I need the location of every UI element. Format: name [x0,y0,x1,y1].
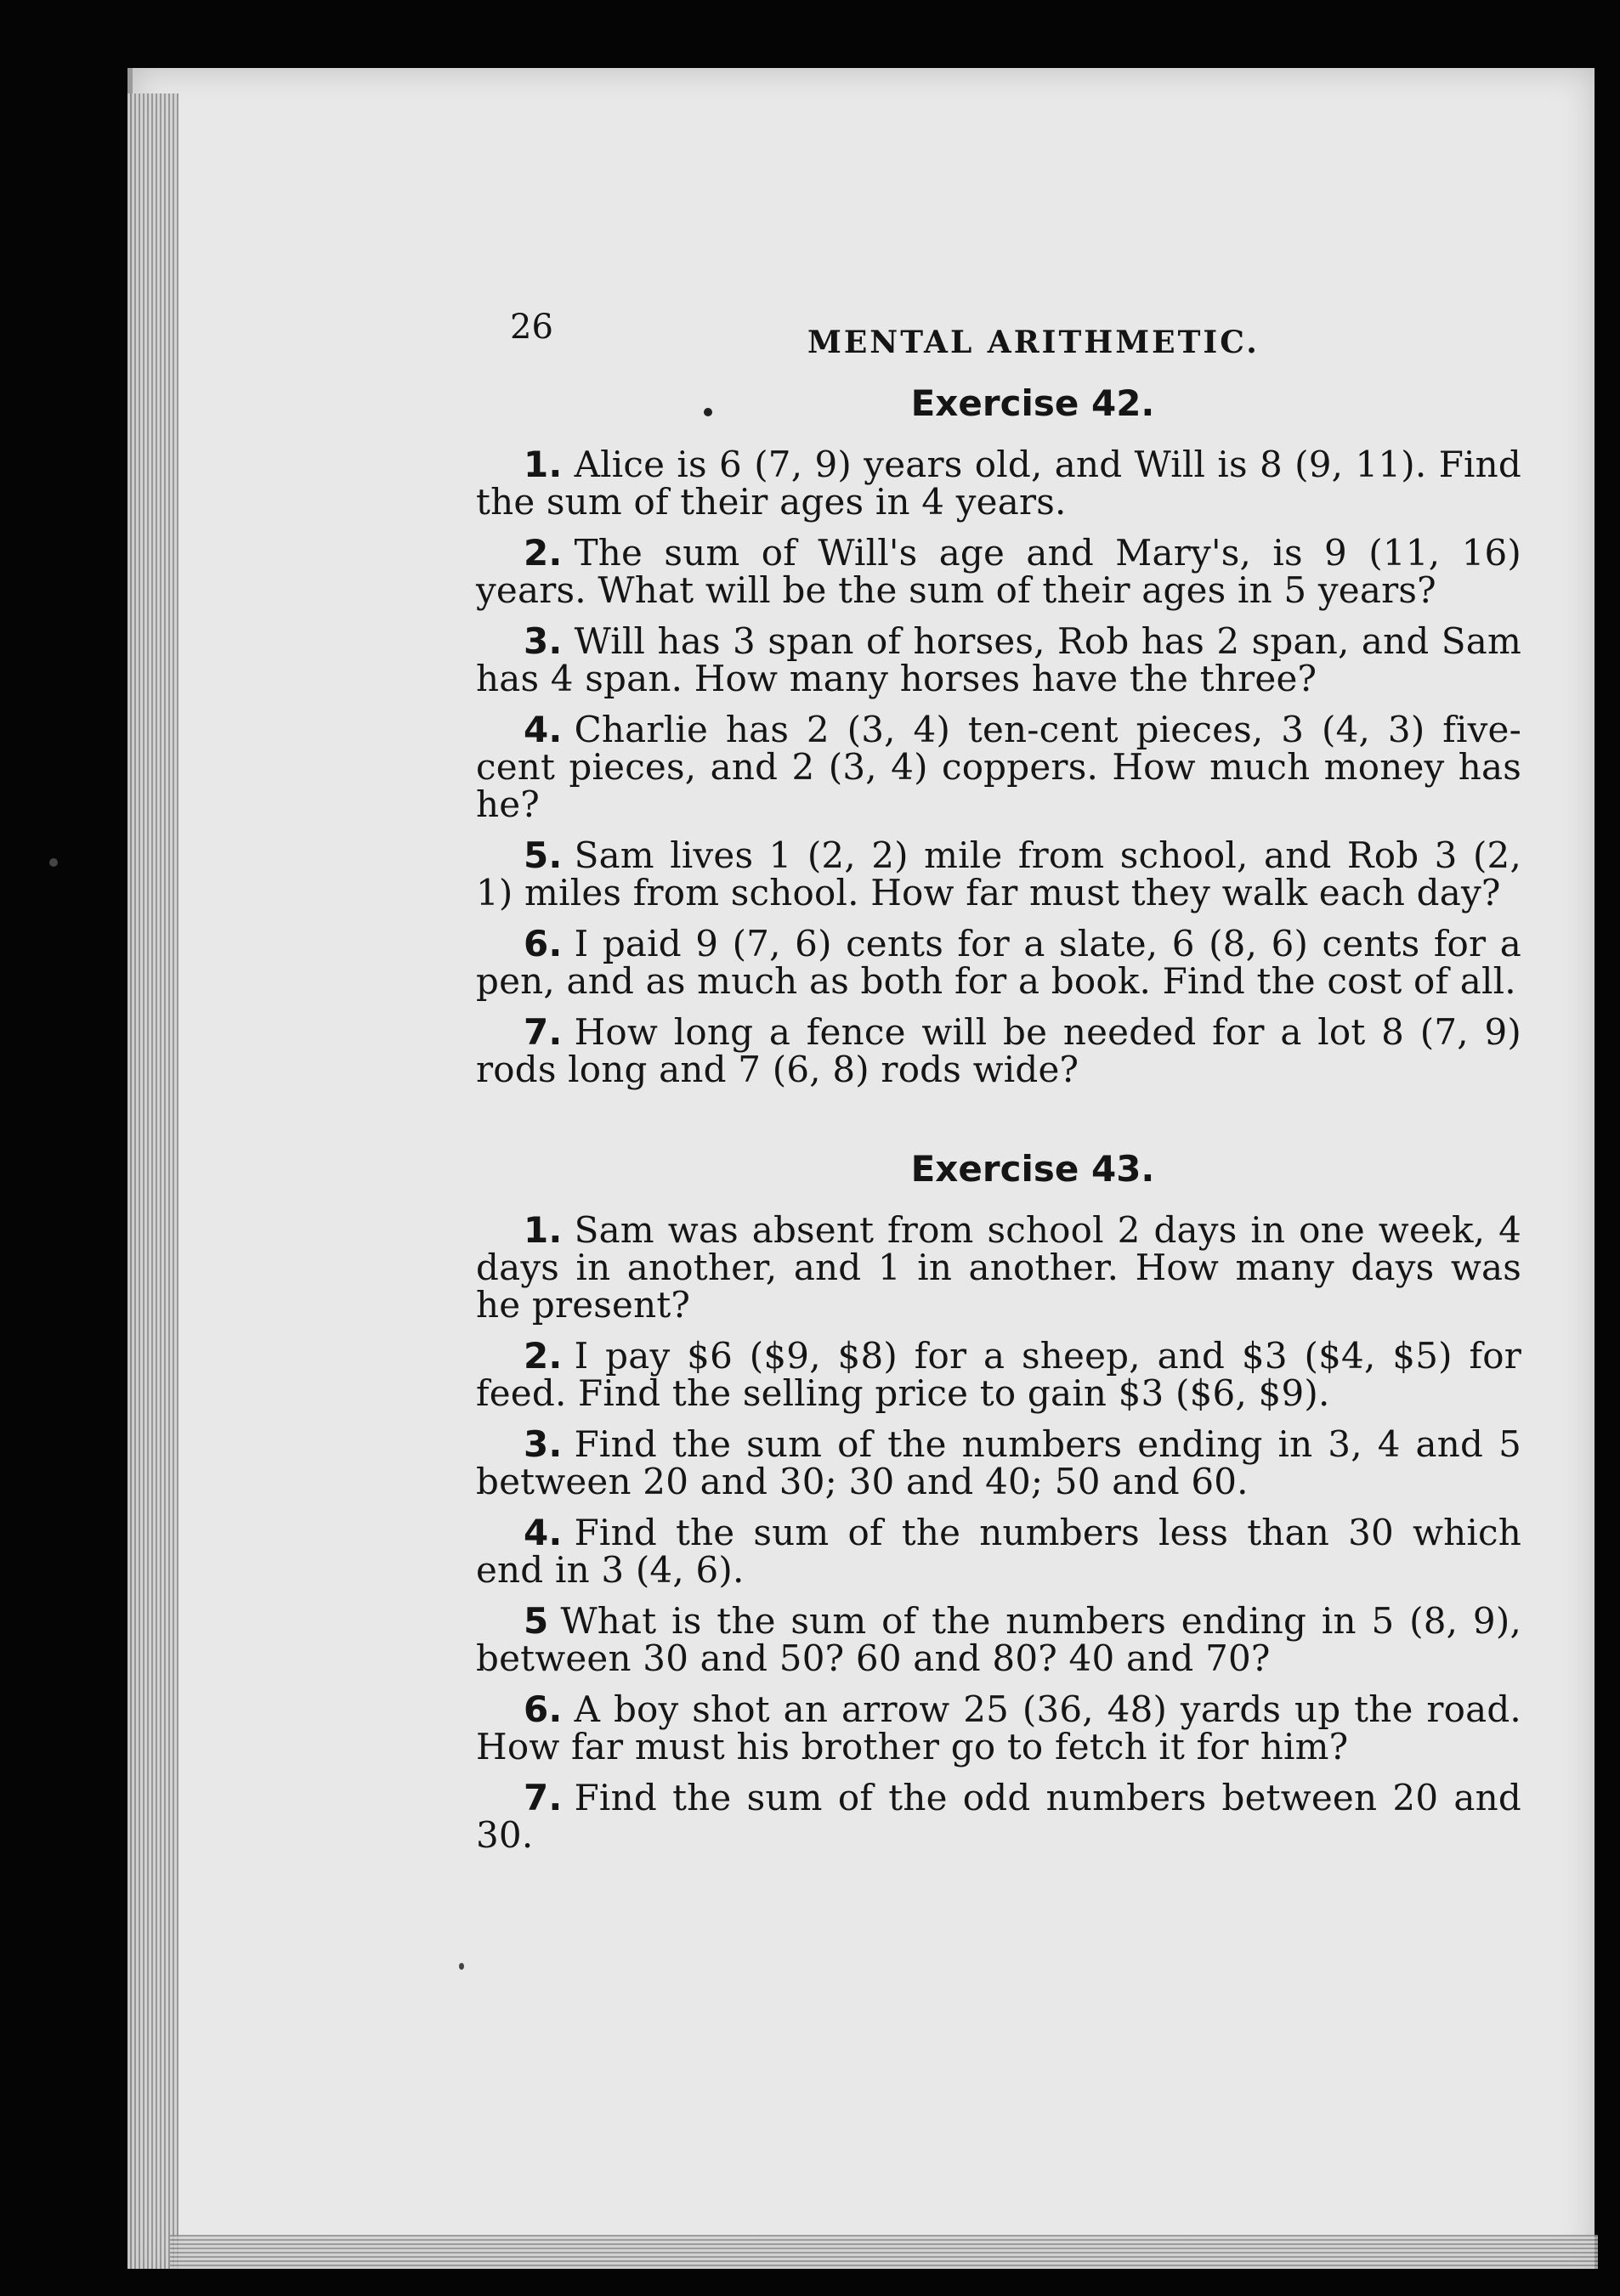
problem-text: I paid 9 (7, 6) cents for a slate, 6 (8, 6) cents for a pen, and as much as both for a book. Find the cost of all. [476,923,1521,1002]
problem-item [476,1337,1521,1412]
problem-text: Charlie has 2 (3, 4) ten-cent pieces, 3 (4, 3) five-cent pieces, and 2 (3, 4) coppers. How much money has he? [476,709,1521,825]
problem-text: The sum of Will's age and Mary's, is 9 (11, 16) years. What will be the sum of their ages in 5 years? [476,532,1521,611]
exercise-42 [476,382,1521,1089]
problem-number: 2. [524,1335,563,1377]
page-content [476,289,1521,1868]
problem-number: 5. [524,834,563,876]
problem-item [476,925,1521,1000]
problem-number: 2. [524,532,563,574]
problem-item [476,834,1521,913]
problem-number: 6. [524,923,563,964]
problem-number: 1. [524,1209,563,1251]
problem-item [476,1423,1521,1502]
page-edge-bottom [170,2235,1598,2269]
running-head [476,289,1521,365]
problem-item [476,1209,1521,1326]
speck-mark [459,1963,464,1970]
problem-text: Find the sum of the odd numbers between 20 and 30. [476,1777,1521,1856]
problem-text: I pay $6 ($9, $8) for a sheep, and $3 ($4, $5) for feed. Find the selling price to gain $3 ($6, $9). [476,1335,1521,1414]
problem-item [476,1011,1521,1090]
problem-number: 5 [524,1600,549,1642]
problem-item [476,711,1521,823]
problem-number: 7. [524,1777,563,1818]
problem-text: How long a fence will be needed for a lot 8 (7, 9) rods long and 7 (6, 8) rods wide? [476,1011,1521,1090]
problem-number: 6. [524,1688,563,1730]
problem-item [476,620,1521,699]
problem-text: What is the sum of the numbers ending in 5 (8, 9), between 30 and 50? 60 and 80? 40 and 70? [476,1600,1521,1679]
problem-item [476,534,1521,609]
exercise-title: Exercise 43. [910,1148,1155,1190]
exercise-title: Exercise 42. [910,382,1155,424]
problem-number: 7. [524,1011,563,1053]
problem-item [476,1779,1521,1854]
speck-mark [49,858,58,867]
problem-number: 1. [524,444,563,485]
problem-text: Find the sum of the numbers less than 30 which end in 3 (4, 6). [476,1512,1521,1591]
problem-text: Alice is 6 (7, 9) years old, and Will is 8 (9, 11). Find the sum of their ages in 4 years. [476,444,1521,523]
problem-item [476,1688,1521,1767]
problem-text: Find the sum of the numbers ending in 3, 4 and 5 between 20 and 30; 30 and 40; 50 and 60. [476,1423,1521,1502]
running-title: MENTAL ARITHMETIC. [807,325,1260,360]
problem-number: 3. [524,1423,563,1465]
problem-item [476,1514,1521,1589]
problem-number: 4. [524,1512,563,1553]
page-number: 26 [510,308,553,347]
page-edge-left [127,93,178,2269]
exercise-43 [476,1148,1521,1854]
bullet-mark [704,408,712,416]
problem-text: Will has 3 span of horses, Rob has 2 span, and Sam has 4 span. How many horses have the three? [476,620,1521,699]
problem-text: Sam was absent from school 2 days in one week, 4 days in another, and 1 in another. How many days was he present? [476,1209,1521,1326]
problem-text: Sam lives 1 (2, 2) mile from school, and Rob 3 (2, 1) miles from school. How far must they walk each day? [476,834,1521,913]
problem-number: 3. [524,620,563,662]
problem-item [476,1600,1521,1679]
problem-number: 4. [524,709,563,750]
problem-item [476,446,1521,521]
problem-text: A boy shot an arrow 25 (36, 48) yards up the road. How far must his brother go to fetch it for him? [476,1688,1521,1767]
